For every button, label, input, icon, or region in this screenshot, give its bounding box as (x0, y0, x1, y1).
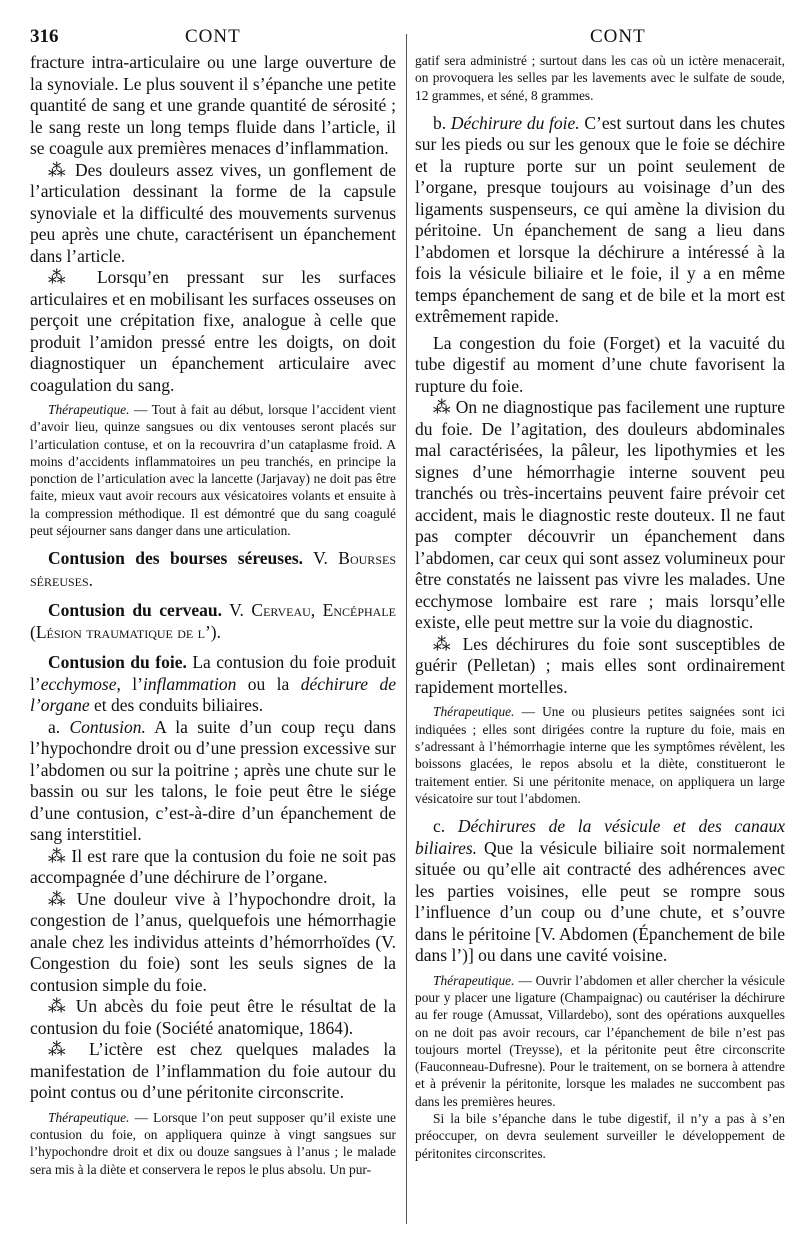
subsection-title: Contusion. (69, 716, 146, 737)
entry (30, 652, 396, 717)
paragraph: ⁂ Il est rare que la contusion du foie ne soit pas accompagnée d’une déchirure de l’organe. (30, 845, 396, 888)
paragraph: La congestion du foie (Forget) et la vacuité du tube digestif au moment d’une chute favorisent la rupture du foie. (415, 332, 785, 396)
entry-text: et des conduits biliaires. (89, 695, 264, 716)
subsection-letter: b. (433, 112, 451, 133)
note-text: — Ouvrir l’abdomen et aller chercher la vésicule pour y placer une ligature (Champaignac) ou cautériser la déchirure au fer rouge (Amussat, Villardebo), sont des opérations auxquelles on ne doit pas avoir recours, car l’épanchement de bile n’est pas toujours mortel (Treysse), et la péritonite peut être circonscrite (Fauconneau-Dufresne). Pour le traitement, on se bornera à attendre et à prévenir la péritonite, lorsque les malades ne succombent pas dans les premières heures. (415, 972, 785, 1109)
paragraph (30, 717, 396, 846)
paragraph: Si la bile s’épanche dans le tube digestif, il n’y a pas à s’en préoccuper, on devra seulement surveiller le développement de péritonites circonscrites. (415, 1111, 785, 1161)
paragraph: ⁂ Des douleurs assez vives, un gonflement de l’articulation dessinant la forme de la capsule synoviale et la difficulté des mouvements survenus peu après une chute, caractérisent un épanchement dans l’article. (30, 159, 396, 266)
entry (30, 600, 396, 643)
entry (30, 548, 396, 591)
therapeutique-note (30, 401, 396, 539)
paragraph (415, 816, 785, 967)
paragraph-text: Que la vésicule biliaire soit normalement située ou qu’elle ait contracté des adhérences avec les parties voisines, elle peut se rompre sous l’influence d’un coup ou d’une chute, et s’ouvre dans le péritoine [V. Abdomen (Épanchement de bile dans l’)] ou dans une cavité voisine. (415, 837, 785, 966)
therapeutique-label: Thérapeutique. (433, 704, 515, 720)
therapeutique-label: Thérapeutique. (48, 402, 130, 417)
running-head-right: CONT (590, 26, 646, 47)
page-number: 316 (30, 26, 59, 47)
note-text: — Lorsque l’on peut supposer qu’il existe une contusion du foie, on appliquera quinze à vingt sangsues sur l’hypochondre droit et dix ou douze sangsues à l’anus ; le malade sera mis à la diète et conservera le repos le plus absolu. Un pur- (30, 1109, 396, 1177)
therapeutique-note (30, 1109, 396, 1178)
page-header (30, 26, 792, 54)
therapeutique-note (415, 972, 785, 1110)
paragraph (415, 113, 785, 328)
paragraph: ⁂ Lorsqu’en pressant sur les surfaces articulaires et en mobilisant les surfaces osseuses on perçoit une crépitation fixe, analogue à celle que produit l’amidon pressé entre les doigts, on doit diagnostiquer un épanchement articulaire avec coagulation du sang. (30, 267, 396, 395)
subsection-title: Déchirure du foie. (450, 112, 580, 133)
left-column (30, 52, 396, 1242)
entry-italic: déchirure de l’organe (30, 673, 396, 716)
therapeutique-label: Thérapeutique. (48, 1109, 130, 1125)
subsection-letter: a. (48, 716, 70, 737)
note-text: — Une ou plusieurs petites saignées sont ici indiquées ; elles sont dirigées contre la rupture du foie, mais en s’adressant à l’hémorrhagie interne que les symptômes révèlent, les boissons glacées, le repos absolu et la diète, constitueront le traitement entier. Si une péritonite menace, on appliquera un large vésicatoire sur tout l’abdomen. (415, 704, 785, 806)
running-head-left: CONT (185, 26, 241, 47)
column-divider (406, 34, 407, 1224)
entry-text: , l’ (116, 673, 143, 694)
therapeutique-note (415, 703, 785, 807)
right-column (415, 52, 785, 1242)
entry-text: V. Cerveau, Encéphale (Lésion traumatique de l’). (30, 600, 396, 642)
paragraph: ⁂ Une douleur vive à l’hypochondre droit, la congestion de l’anus, quelquefois une hémorrhagie anale chez les individus atteints d’hémorrhoïdes (V. Congestion du foie) sont les seuls signes de la contusion simple du foie. (30, 888, 396, 995)
therapeutique-label: Thérapeutique. (433, 972, 515, 988)
paragraph: ⁂ Les déchirures du foie sont susceptibles de guérir (Pelletan) ; mais elles sont ordinairement rapidement mortelles. (415, 633, 785, 697)
paragraph-text: C’est surtout dans les chutes sur les pieds ou sur les genoux que le foie se déchire et la rupture porte sur un point seulement de l’organe, presque toujours au voisinage d’un des ligaments suspenseurs, ce qui amène la division du péritoine. Un épanchement de sang a lieu dans l’abdomen et lorsque la déchirure a intéressé à la fois la vésicule biliaire et le foie, il y a en même temps épanchement de sang et de bile et la mort est extrêmement rapide. (415, 112, 785, 327)
entry-text: ou la (236, 673, 301, 694)
entry-text: V. Bourses séreuses. (30, 548, 396, 590)
paragraph-text: A la suite d’un coup reçu dans l’hypochondre droit ou d’une pression excessive sur l’abdomen ou sur la poitrine ; après une chute sur le bassin ou sur les talons, le foie peut être le siége d’une contusion, c’est-à-dire d’un épanchement de sang interstitiel. (30, 716, 396, 845)
paragraph: ⁂ Un abcès du foie peut être le résultat de la contusion du foie (Société anatomique, 1864). (30, 996, 396, 1038)
entry-italic: ecchymose (40, 673, 117, 694)
entry-heading: Contusion des bourses séreuses. (48, 548, 304, 569)
paragraph: fracture intra-articulaire ou une large ouverture de la synoviale. Le plus souvent il s’épanche une petite quantité de sang et une grande quantité de sérosité ; le sang reste un long temps fluide dans l’article, il se coagule aux premières menaces d’inflammation. (30, 52, 396, 158)
entry-heading: Contusion du cerveau. (48, 600, 222, 621)
entry-italic: inflammation (142, 673, 237, 694)
note-text: — Tout à fait au début, lorsque l’accident vient d’avoir lieu, quinze sangsues ou dix ventouses seront placés sur l’articulation contuse, et on la recouvrira d’un cataplasme froid. A moins d’accidents inflammatoires un peu tranchés, en principe la ponction de l’articulation avec la lancette (Jarjavay) ne doit pas être faite, mieux vaut avoir recours aux vésicatoires volants et ensuite à la compression méthodique. Il est démontré que du sang coagulé peut séjourner sans danger dans une articulation. (30, 402, 396, 539)
paragraph: gatif sera administré ; surtout dans les cas où un ictère menacerait, on provoquera les selles par les lavements avec le sulfate de soude, 12 grammes, et séné, 8 grammes. (415, 53, 785, 103)
subsection-letter: c. (433, 816, 458, 837)
entry-text: La contusion du foie produit l’ (30, 652, 396, 694)
paragraph: ⁂ L’ictère est chez quelques malades la manifestation de l’inflammation du foie autour du point contus ou d’une péritonite circonscrite. (30, 1039, 396, 1103)
entry-heading: Contusion du foie. (48, 652, 187, 673)
paragraph: ⁂ On ne diagnostique pas facilement une rupture du foie. De l’agitation, des douleurs abdominales mal caractérisées, la pâleur, les lipothymies et les signes d’une hémorrhagie interne souvent peu tranchés ou très-incertains peuvent faire prévoir cet accident, mais le diagnostic reste douteux. Il ne faut pas compter découvrir un épanchement dans l’abdomen, car ceux qui sont assez volumineux pour être constatés ne laissent pas vivre les malades. Une ecchymose lombaire est rare ; mais lorsqu’elle existe, elle peut mettre sur la voie du diagnostic. (415, 397, 785, 633)
subsection-title: Déchirures de la vésicule et des canaux biliaires. (415, 816, 785, 858)
